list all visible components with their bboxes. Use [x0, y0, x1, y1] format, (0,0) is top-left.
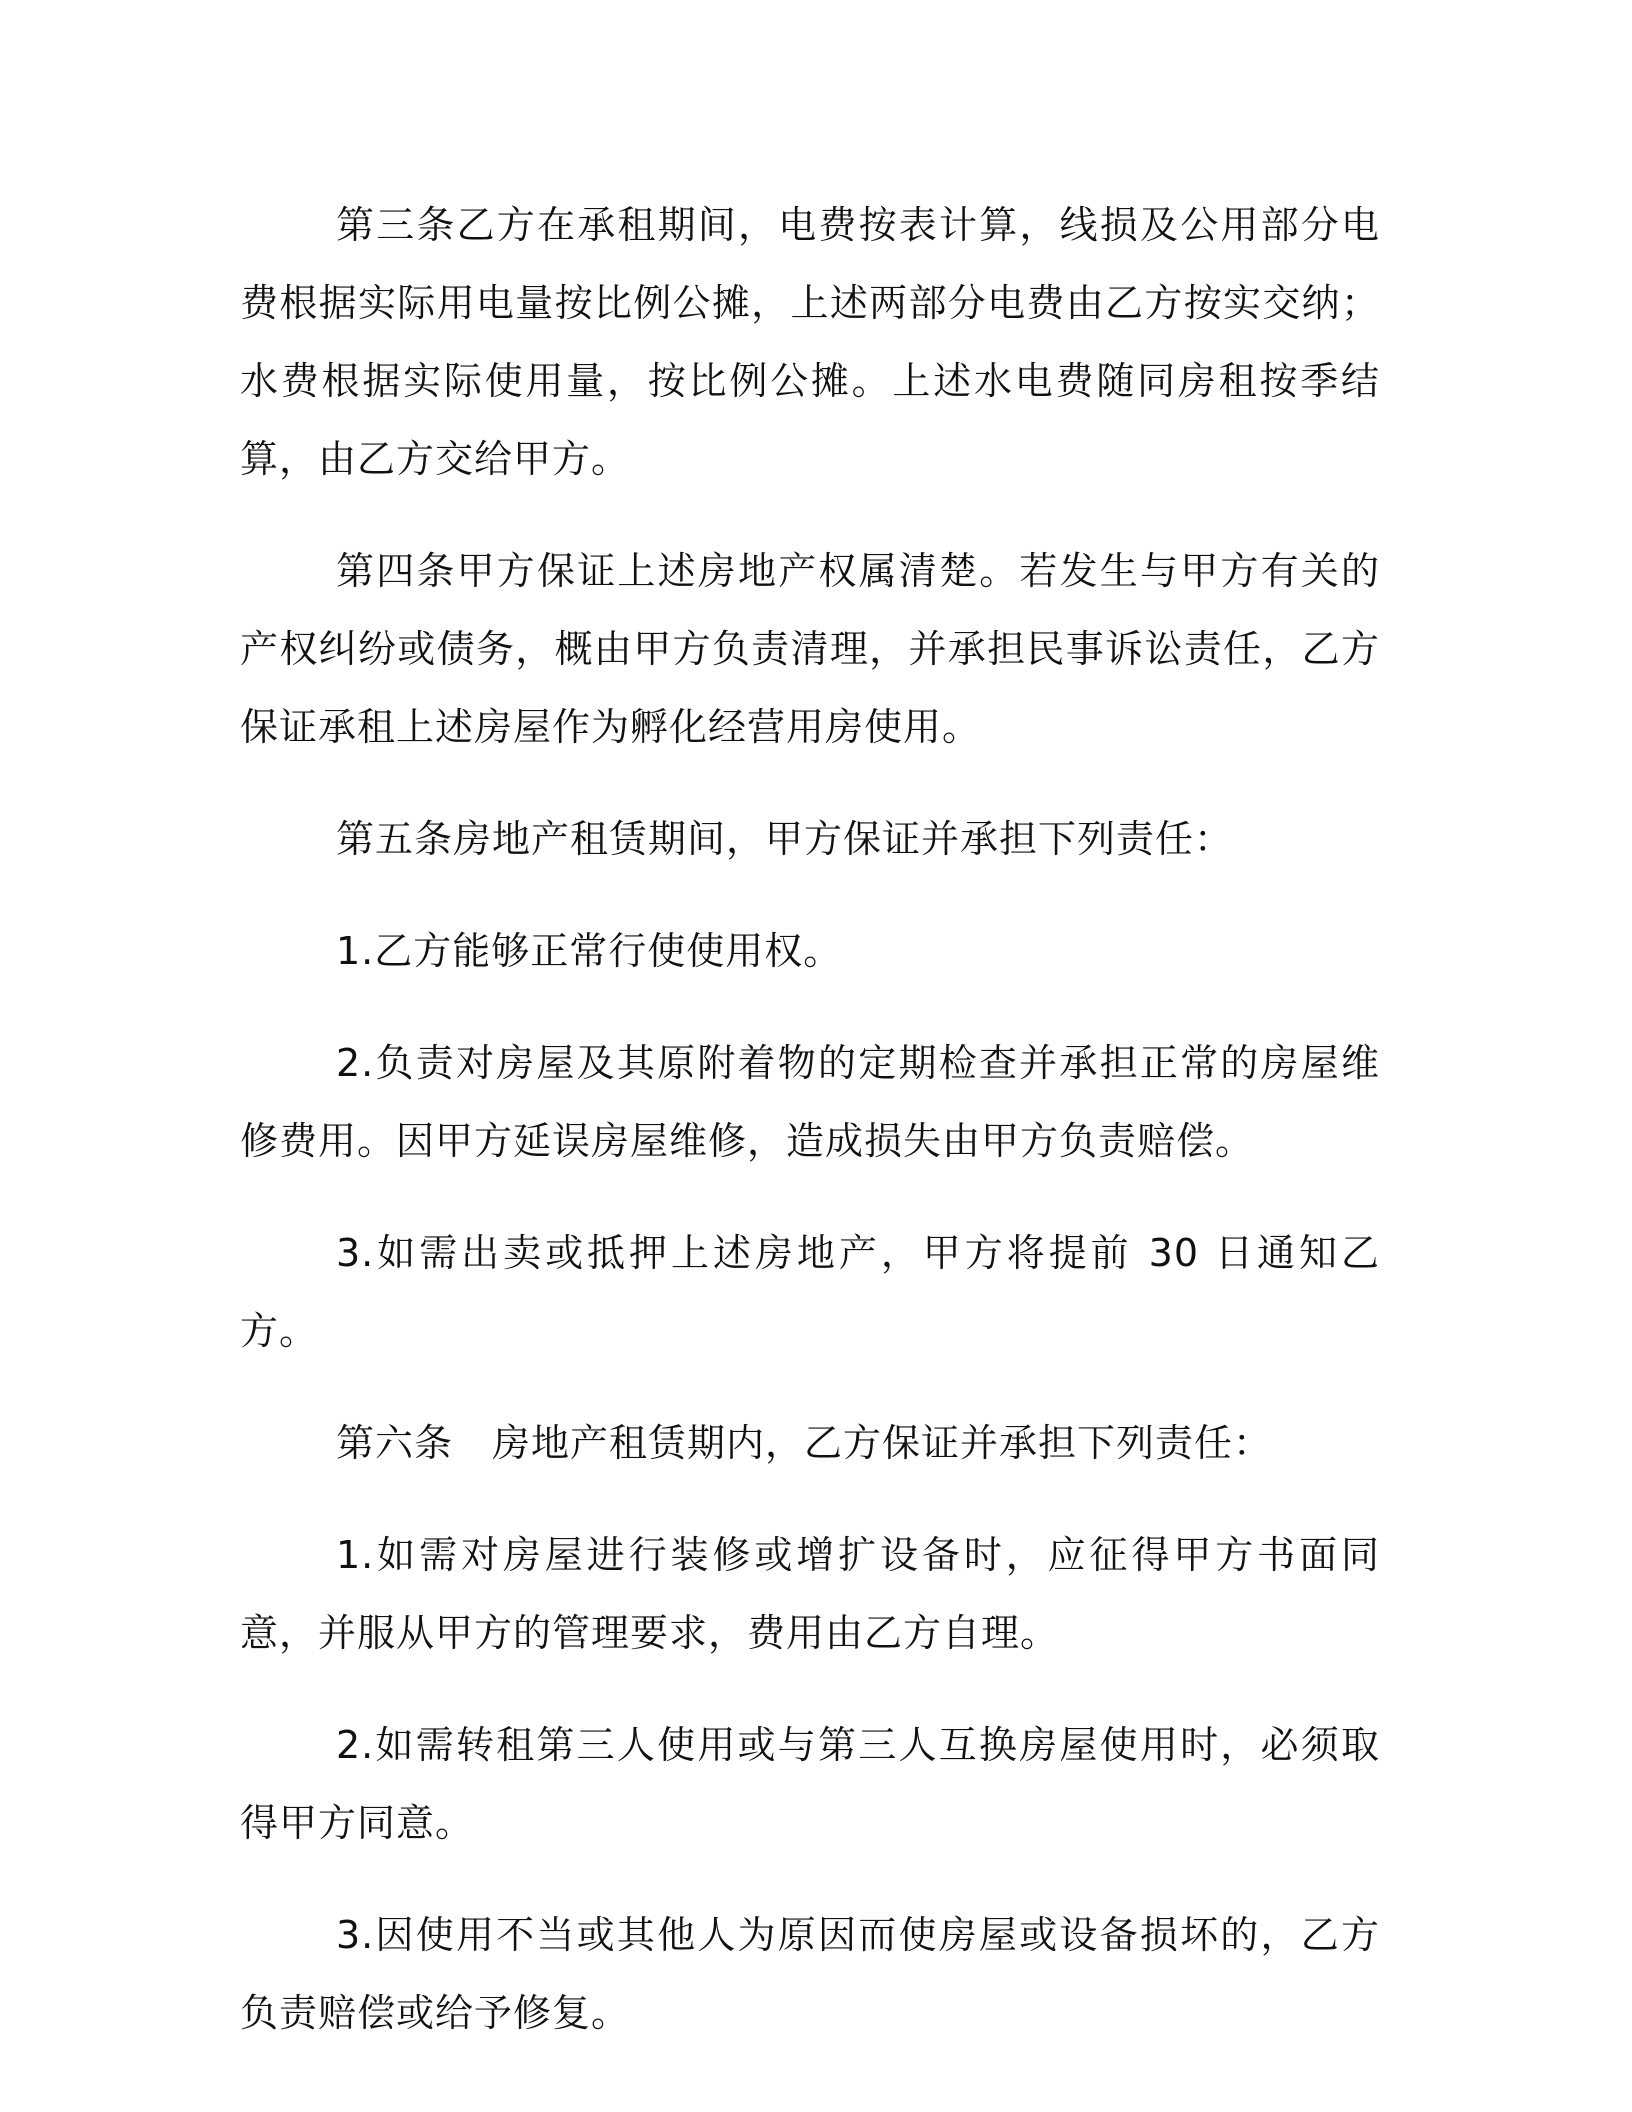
paragraph-article-5-item-3: 3.如需出卖或抵押上述房地产，甲方将提前 30 日通知乙方。	[240, 1231, 1380, 1353]
paragraph-article-5-item-2: 2.负责对房屋及其原附着物的定期检查并承担正常的房屋维修费用。因甲方延误房屋维修，造成损失由甲方负责赔偿。	[240, 1041, 1380, 1163]
paragraph-article-6-item-3: 3.因使用不当或其他人为原因而使房屋或设备损坏的，乙方负责赔偿或给予修复。	[240, 1913, 1380, 2035]
paragraph-article-6-item-2: 2.如需转租第三人使用或与第三人互换房屋使用时，必须取得甲方同意。	[240, 1723, 1380, 1845]
paragraph-article-4: 第四条甲方保证上述房地产权属清楚。若发生与甲方有关的产权纠纷或债务，概由甲方负责清理，并承担民事诉讼责任，乙方保证承租上述房屋作为孵化经营用房使用。	[240, 549, 1380, 749]
paragraph-article-5: 第五条房地产租赁期间，甲方保证并承担下列责任：	[336, 817, 1234, 861]
paragraph-article-5-item-1: 1.乙方能够正常行使使用权。	[336, 929, 843, 973]
paragraph-article-3: 第三条乙方在承租期间，电费按表计算，线损及公用部分电费根据实际用电量按比例公摊，上述两部分电费由乙方按实交纳；水费根据实际使用量，按比例公摊。上述水电费随同房租按季结算，由乙方交给甲方。	[240, 203, 1380, 481]
paragraph-article-6: 第六条 房地产租赁期内，乙方保证并承担下列责任：	[336, 1421, 1273, 1465]
paragraph-article-6-item-1: 1.如需对房屋进行装修或增扩设备时，应征得甲方书面同意，并服从甲方的管理要求，费用由乙方自理。	[240, 1533, 1380, 1655]
document-body	[240, 186, 1380, 2086]
